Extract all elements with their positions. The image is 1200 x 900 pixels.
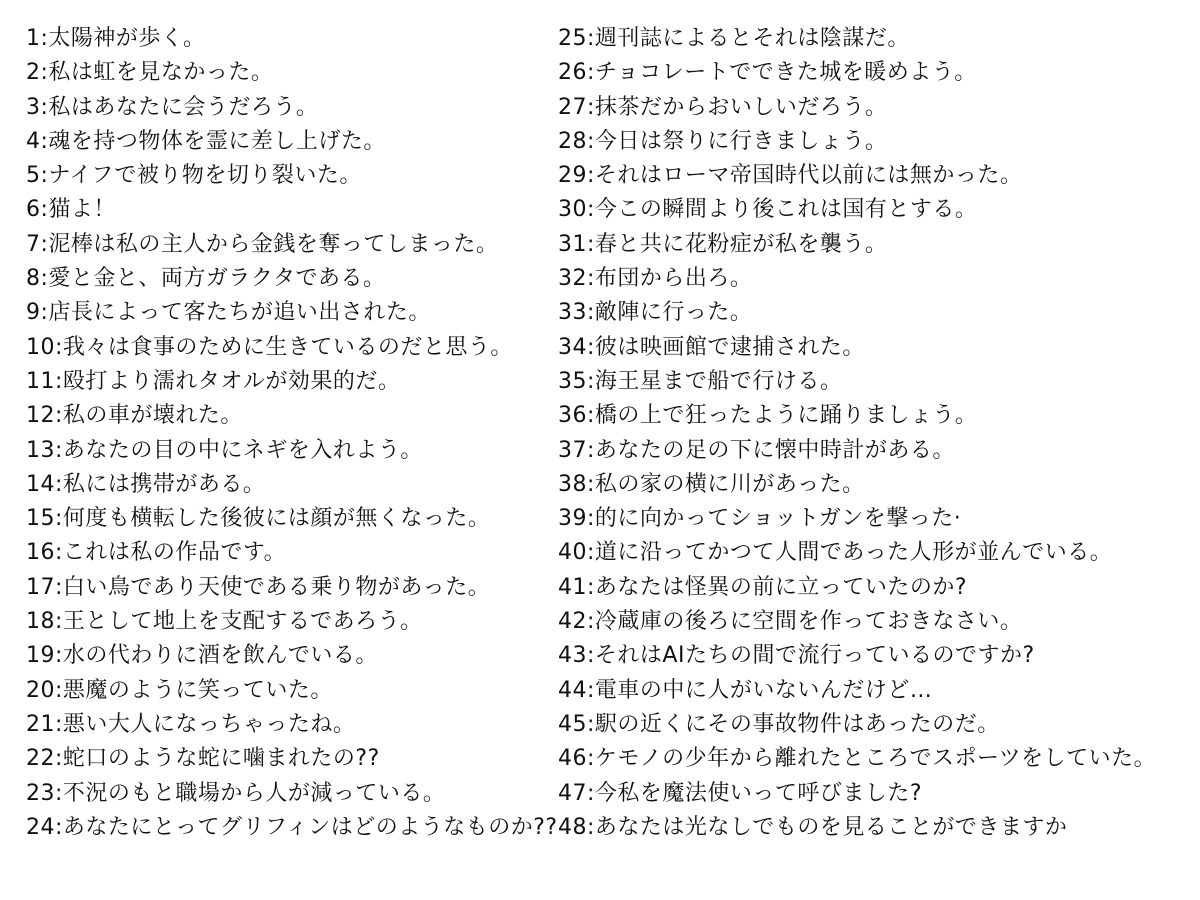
- sentence-line-13: 13:あなたの目の中にネギを入れよう。: [26, 437, 423, 463]
- sentence-line-23: 23:不況のもと職場から人が減っている。: [26, 780, 446, 806]
- sentence-line-48: 48:あなたは光なしでものを見ることができますか: [558, 814, 1068, 840]
- sentence-line-40: 40:道に沿ってかつて人間であった人形が並んでいる。: [558, 540, 1113, 566]
- sentence-line-22: 22:蛇口のような蛇に噛まれたの??: [26, 746, 380, 772]
- sentence-line-3: 3:私はあなたに会うだろう。: [26, 94, 319, 120]
- sentence-line-30: 30:今この瞬間より後これは国有とする。: [558, 197, 978, 223]
- right-sentence-column: [558, 22, 1194, 845]
- sentence-line-32: 32:布団から出ろ。: [558, 266, 753, 292]
- sentence-line-10: 10:我々は食事のために生きているのだと思う。: [26, 334, 513, 360]
- sentence-line-28: 28:今日は祭りに行きましょう。: [558, 128, 888, 154]
- sentence-line-25: 25:週刊誌によるとそれは陰謀だ。: [558, 26, 910, 51]
- sentence-line-18: 18:王として地上を支配するであろう。: [26, 609, 423, 635]
- sentence-line-27: 27:抹茶だからおいしいだろう。: [558, 94, 888, 120]
- sentence-line-16: 16:これは私の作品です。: [26, 540, 287, 566]
- sentence-line-19: 19:水の代わりに酒を飲んでいる。: [26, 643, 378, 669]
- sentence-line-15: 15:何度も横転した後彼には顔が無くなった。: [26, 506, 491, 532]
- sentence-line-14: 14:私には携帯がある。: [26, 471, 266, 497]
- sentence-line-41: 41:あなたは怪異の前に立っていたのか?: [558, 574, 968, 600]
- sentence-line-33: 33:敵陣に行った。: [558, 300, 753, 326]
- sentence-line-21: 21:悪い大人になっちゃったね。: [26, 711, 356, 737]
- sentence-line-46: 46:ケモノの少年から離れたところでスポーツをしていた。: [558, 746, 1157, 772]
- sentence-line-9: 9:店長によって客たちが追い出された。: [26, 300, 431, 326]
- sentence-line-12: 12:私の車が壊れた。: [26, 403, 243, 429]
- sentence-line-20: 20:悪魔のように笑っていた。: [26, 677, 333, 703]
- sentence-line-5: 5:ナイフで被り物を切り裂いた。: [26, 163, 362, 189]
- sentence-line-2: 2:私は虹を見なかった。: [26, 60, 274, 86]
- sentence-line-35: 35:海王星まで船で行ける。: [558, 368, 843, 394]
- sentence-line-39: 39:的に向かってショットガンを撃った·: [558, 506, 962, 532]
- sentence-line-38: 38:私の家の横に川があった。: [558, 471, 865, 497]
- sentence-line-47: 47:今私を魔法使いって呼びました?: [558, 780, 923, 806]
- sentence-line-42: 42:冷蔵庫の後ろに空間を作っておきなさい。: [558, 609, 1023, 635]
- sentence-line-37: 37:あなたの足の下に懐中時計がある。: [558, 437, 955, 463]
- sentence-line-44: 44:電車の中に人がいないんだけど…: [558, 677, 933, 703]
- sentence-line-7: 7:泥棒は私の主人から金銭を奪ってしまった。: [26, 231, 499, 257]
- sentence-line-4: 4:魂を持つ物体を霊に差し上げた。: [26, 128, 386, 154]
- sentence-line-24: 24:あなたにとってグリフィンはどのようなものか??: [26, 814, 558, 840]
- sentence-line-6: 6:猫よ！: [26, 197, 116, 223]
- sentence-line-29: 29:それはローマ帝国時代以前には無かった。: [558, 163, 1023, 189]
- left-sentence-column: [26, 22, 558, 845]
- sentence-line-43: 43:それはAIたちの間で流行っているのですか?: [558, 643, 1035, 669]
- sentence-line-1: 1:太陽神が歩く。: [26, 26, 206, 51]
- sentence-line-8: 8:愛と金と、両方ガラクタである。: [26, 266, 386, 292]
- sentence-line-34: 34:彼は映画館で逮捕された。: [558, 334, 865, 360]
- sentence-line-17: 17:白い鳥であり天使である乗り物があった。: [26, 574, 491, 600]
- sentence-line-36: 36:橋の上で狂ったように踊りましょう。: [558, 403, 978, 429]
- sentence-line-45: 45:駅の近くにその事故物件はあったのだ。: [558, 711, 1000, 737]
- sentence-line-26: 26:チョコレートでできた城を暖めよう。: [558, 60, 977, 86]
- sentence-line-11: 11:殴打より濡れタオルが効果的だ。: [26, 368, 401, 394]
- sentence-line-31: 31:春と共に花粉症が私を襲う。: [558, 231, 888, 257]
